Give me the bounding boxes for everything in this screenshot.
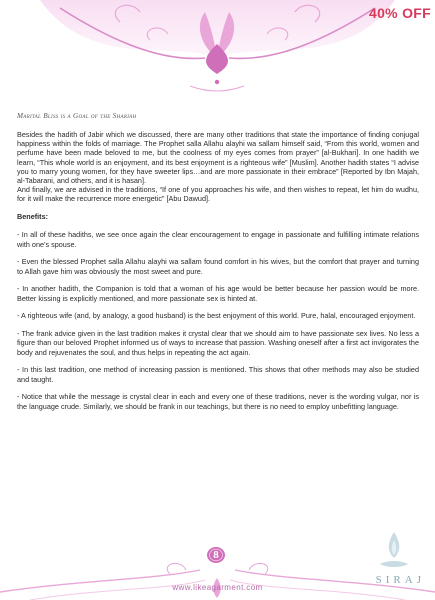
closing-tradition-paragraph: And finally, we are advised in the traditions, “If one of you approaches his wife, and then wishes to repeat, let him do wudhu, for it will make the recurrence more energetic” [Abu Dawud]. [17,185,419,204]
page-number-medallion [205,546,227,564]
siraj-logo-text: SIRAJ [375,574,425,586]
benefit-item: - Notice that while the message is crystal clear in each and every one of these traditions, never is the wording vulgar, nor is the language crude. Similarly, we should be frank in our teachings, but there is no need to employ unbefitting language. [17,392,419,411]
website-url: www.likeagarment.com [172,583,263,592]
benefit-item: - Even the blessed Prophet salla Allahu alayhi wa sallam found comfort in his wives, but the comfort that prayer and turning to Allah gave him was obviously the most sweet and pure. [17,257,419,276]
benefit-item: - In all of these hadiths, we see once again the clear encouragement to engage in passionate and fulfilling intimate relations with one’s spouse. [17,230,419,249]
article-body [17,130,419,419]
benefits-heading: Benefits: [17,212,49,222]
benefit-item: - The frank advice given in the last tradition makes it crystal clear that we should aim to have passionate sex lives. No less a figure than our beloved Prophet informed us of ways to increase that passion. Washing oneself after a first act invigorates the body and rejuvenates the soul, and thus helps in repeating the act again. [17,329,419,357]
page-number: 8 [213,549,219,561]
intro-paragraph: Besides the hadith of Jabir which we discussed, there are many other traditions that state the importance of finding conjugal happiness within the folds of marriage. The Prophet salla Allahu alayhi wa sallam himself said, “From this world, women and perfume have been made beloved to me, but the coolness of my eyes comes from prayer” [al-Bukhari]. In one hadith we learn, “This whole world is an enjoyment, and its best enjoyment is a righteous wife” [Muslim]. Another hadith states “I advise you to marry young women, for they have sweeter lips…and are more passionate in their embrace” [Reported by Ibn Majah, al-Tabarani, and others, and it is hasan]. [17,130,419,186]
benefit-item: - In another hadith, the Companion is told that a woman of his age would be better because her passion would be more. Better kissing is explicitly mentioned, and more passionate sex is hinted at. [17,284,419,303]
benefit-item: - A righteous wife (and, by analogy, a good husband) is the best enjoyment of this world. Pure, halal, encouraged enjoyment. [17,311,416,321]
discount-badge: 40% OFF [368,5,431,21]
benefit-item: - In this last tradition, one method of increasing passion is mentioned. This shows that other methods may also be studied and taught. [17,365,419,384]
section-heading: Marital Bliss is a Goal of the Shariah [17,112,137,120]
